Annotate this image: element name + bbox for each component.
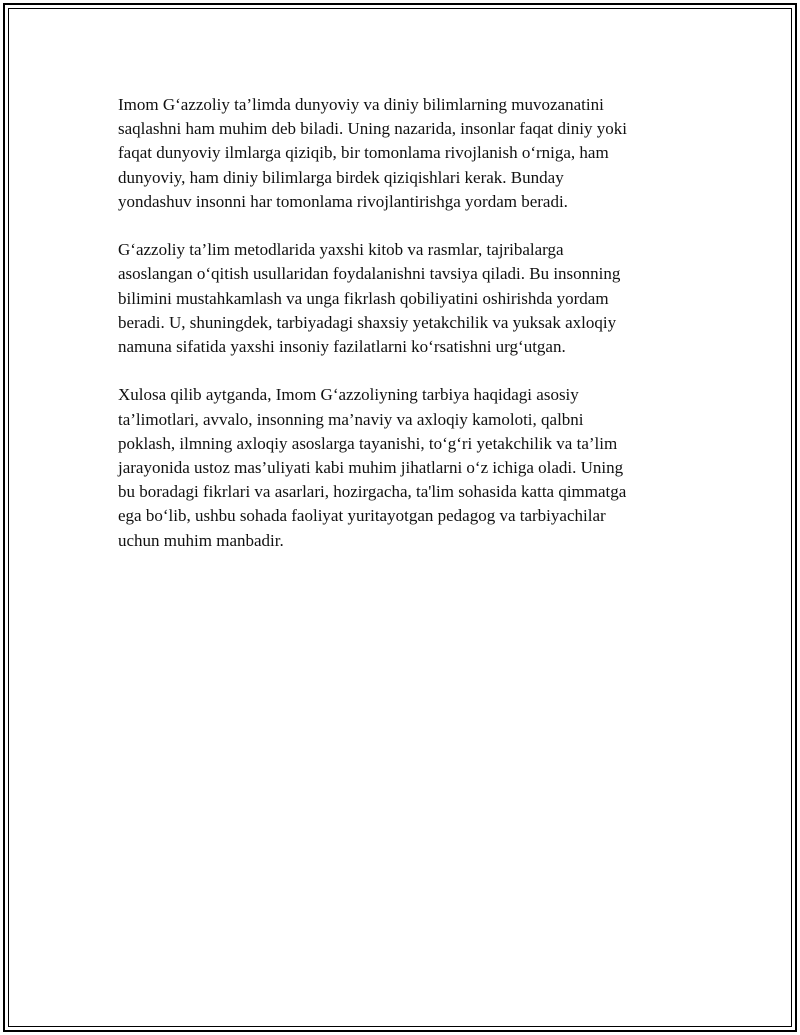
text-line: asoslangan o‘qitish usullaridan foydalanishni tavsiya qiladi. Bu insonning (118, 264, 621, 284)
paragraph-1 (118, 93, 688, 214)
text-line: G‘azzoliy ta’lim metodlarida yaxshi kitob va rasmlar, tajribalarga (118, 240, 564, 260)
paragraph-3 (118, 383, 688, 552)
text-line: ta’limotlari, avvalo, insonning ma’naviy va axloqiy kamoloti, qalbni (118, 409, 584, 429)
text-line: uchun muhim manbadir. (118, 530, 284, 550)
text-line: bilimini mustahkamlash va unga fikrlash qobiliyatini oshirishda yordam (118, 288, 609, 308)
paragraph-2 (118, 238, 688, 359)
text-line: faqat dunyoviy ilmlarga qiziqib, bir tomonlama rivojlanish o‘rniga, ham (118, 143, 609, 163)
text-line: namuna sifatida yaxshi insoniy fazilatlarni ko‘rsatishni urg‘utgan. (118, 337, 566, 357)
text-line: bu boradagi fikrlari va asarlari, hozirgacha, ta'lim sohasida katta qimmatga (118, 482, 627, 502)
text-line: Xulosa qilib aytganda, Imom G‘azzoliyning tarbiya haqidagi asosiy (118, 385, 579, 405)
text-line: Imom G‘azzoliy ta’limda dunyoviy va diniy bilimlarning muvozanatini (118, 95, 604, 114)
text-line: jarayonida ustoz mas’uliyati kabi muhim jihatlarni o‘z ichiga oladi. Uning (118, 458, 624, 478)
text-line: dunyoviy, ham diniy bilimlarga birdek qiziqishlari kerak. Bunday (118, 167, 564, 187)
text-line: ega bo‘lib, ushbu sohada faoliyat yuritayotgan pedagog va tarbiyachilar (118, 506, 606, 526)
text-line: poklash, ilmning axloqiy asoslarga tayanishi, to‘g‘ri yetakchilik va ta’lim (118, 433, 618, 453)
text-line: saqlashni ham muhim deb biladi. Uning nazarida, insonlar faqat diniy yoki (118, 119, 627, 139)
text-line: yondashuv insonni har tomonlama rivojlantirishga yordam beradi. (118, 191, 568, 211)
text-line: beradi. U, shuningdek, tarbiyadagi shaxsiy yetakchilik va yuksak axloqiy (118, 312, 617, 332)
document-body (118, 93, 688, 577)
